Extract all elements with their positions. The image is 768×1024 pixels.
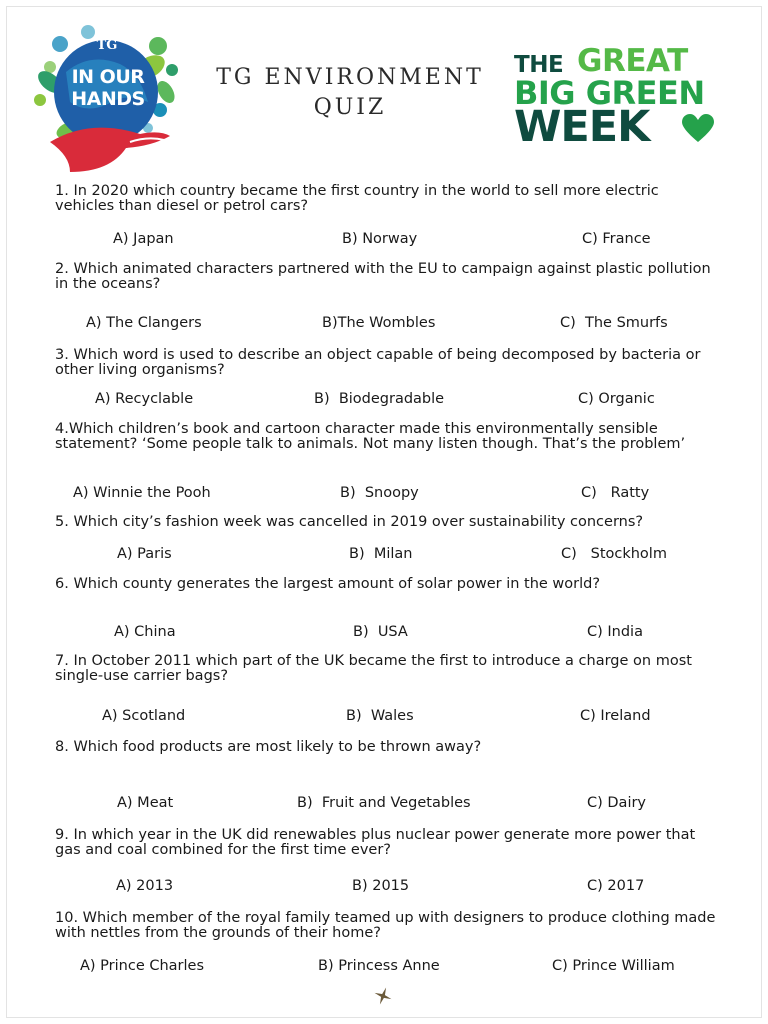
logo-great-text: GREAT xyxy=(577,43,688,79)
answer-9c: C) 2017 xyxy=(587,878,645,894)
answer-4b: B) Snoopy xyxy=(340,485,419,501)
hands-text: HANDS xyxy=(71,88,145,110)
sparkle-icon xyxy=(374,987,392,1005)
answer-3c: C) Organic xyxy=(578,391,655,407)
answer-2c: C) The Smurfs xyxy=(560,315,668,331)
answer-7a: A) Scotland xyxy=(102,708,186,724)
answer-7c: C) Ireland xyxy=(580,708,651,724)
title-line-2: QUIZ xyxy=(313,95,387,120)
answers-4 xyxy=(55,485,720,505)
answer-8a: A) Meat xyxy=(117,795,174,811)
answer-8b: B) Fruit and Vegetables xyxy=(297,795,471,811)
answer-10a: A) Prince Charles xyxy=(80,958,205,974)
question-4: 4.Which children’s book and cartoon character made this environmentally sensible statement? ‘Some people talk to animals. Not many listen though. That’s the problem’ xyxy=(55,421,686,452)
question-8: 8. Which food products are most likely to be thrown away? xyxy=(55,739,482,755)
logo-the-text: THE xyxy=(514,52,564,78)
answer-5c: C) Stockholm xyxy=(561,546,667,562)
question-1: 1. In 2020 which country became the first country in the world to sell more electric vehicles than diesel or petrol cars? xyxy=(55,183,659,214)
logo-big-green-text: BIG GREEN xyxy=(514,74,705,112)
page-title xyxy=(200,63,500,123)
answer-5a: A) Paris xyxy=(117,546,172,562)
answer-3a: A) Recyclable xyxy=(95,391,194,407)
answers-10 xyxy=(55,958,720,978)
answer-1c: C) France xyxy=(582,231,651,247)
question-7: 7. In October 2011 which part of the UK became the first to introduce a charge on most single-use carrier bags? xyxy=(55,653,692,684)
answers-5 xyxy=(55,546,720,566)
answers-9 xyxy=(55,878,720,898)
answer-8c: C) Dairy xyxy=(587,795,647,811)
question-6: 6. Which county generates the largest amount of solar power in the world? xyxy=(55,576,601,592)
answer-2b: B)The Wombles xyxy=(322,315,436,331)
answer-7b: B) Wales xyxy=(346,708,414,724)
in-our-text: IN OUR xyxy=(71,66,145,88)
answer-6c: C) India xyxy=(587,624,643,640)
answers-8 xyxy=(55,795,720,815)
answers-3 xyxy=(55,391,720,411)
question-10: 10. Which member of the royal family teamed up with designers to produce clothing made with nettles from the grounds of their home? xyxy=(55,910,716,941)
answer-1b: B) Norway xyxy=(342,231,418,247)
question-2: 2. Which animated characters partnered with the EU to campaign against plastic pollution in the oceans? xyxy=(55,261,711,292)
logo-week-text: WEEK xyxy=(514,102,650,152)
question-9: 9. In which year in the UK did renewables plus nuclear power generate more power that gas and coal combined for the first time ever? xyxy=(55,827,696,858)
answers-1 xyxy=(55,231,720,251)
answer-6b: B) USA xyxy=(353,624,408,640)
in-our-hands-logo xyxy=(30,22,182,178)
answers-6 xyxy=(55,624,720,644)
answer-10c: C) Prince William xyxy=(552,958,675,974)
answer-5b: B) Milan xyxy=(349,546,413,562)
answer-4a: A) Winnie the Pooh xyxy=(73,485,211,501)
great-big-green-week-logo xyxy=(514,43,734,152)
answer-1a: A) Japan xyxy=(113,231,174,247)
heart-icon xyxy=(682,114,714,144)
answer-3b: B) Biodegradable xyxy=(314,391,445,407)
question-5: 5. Which city’s fashion week was cancelled in 2019 over sustainability concerns? xyxy=(55,514,644,530)
answer-9a: A) 2013 xyxy=(116,878,174,894)
answer-4c: C) Ratty xyxy=(581,485,650,501)
answers-2 xyxy=(55,315,720,335)
title-line-1: TG ENVIRONMENT xyxy=(216,65,484,90)
tg-brand-mark: TG xyxy=(96,38,118,53)
question-3: 3. Which word is used to describe an object capable of being decomposed by bacteria or other living organisms? xyxy=(55,347,701,378)
answers-7 xyxy=(55,708,720,728)
answer-9b: B) 2015 xyxy=(352,878,410,894)
answer-2a: A) The Clangers xyxy=(86,315,202,331)
answer-6a: A) China xyxy=(114,624,176,640)
answer-10b: B) Princess Anne xyxy=(318,958,440,974)
